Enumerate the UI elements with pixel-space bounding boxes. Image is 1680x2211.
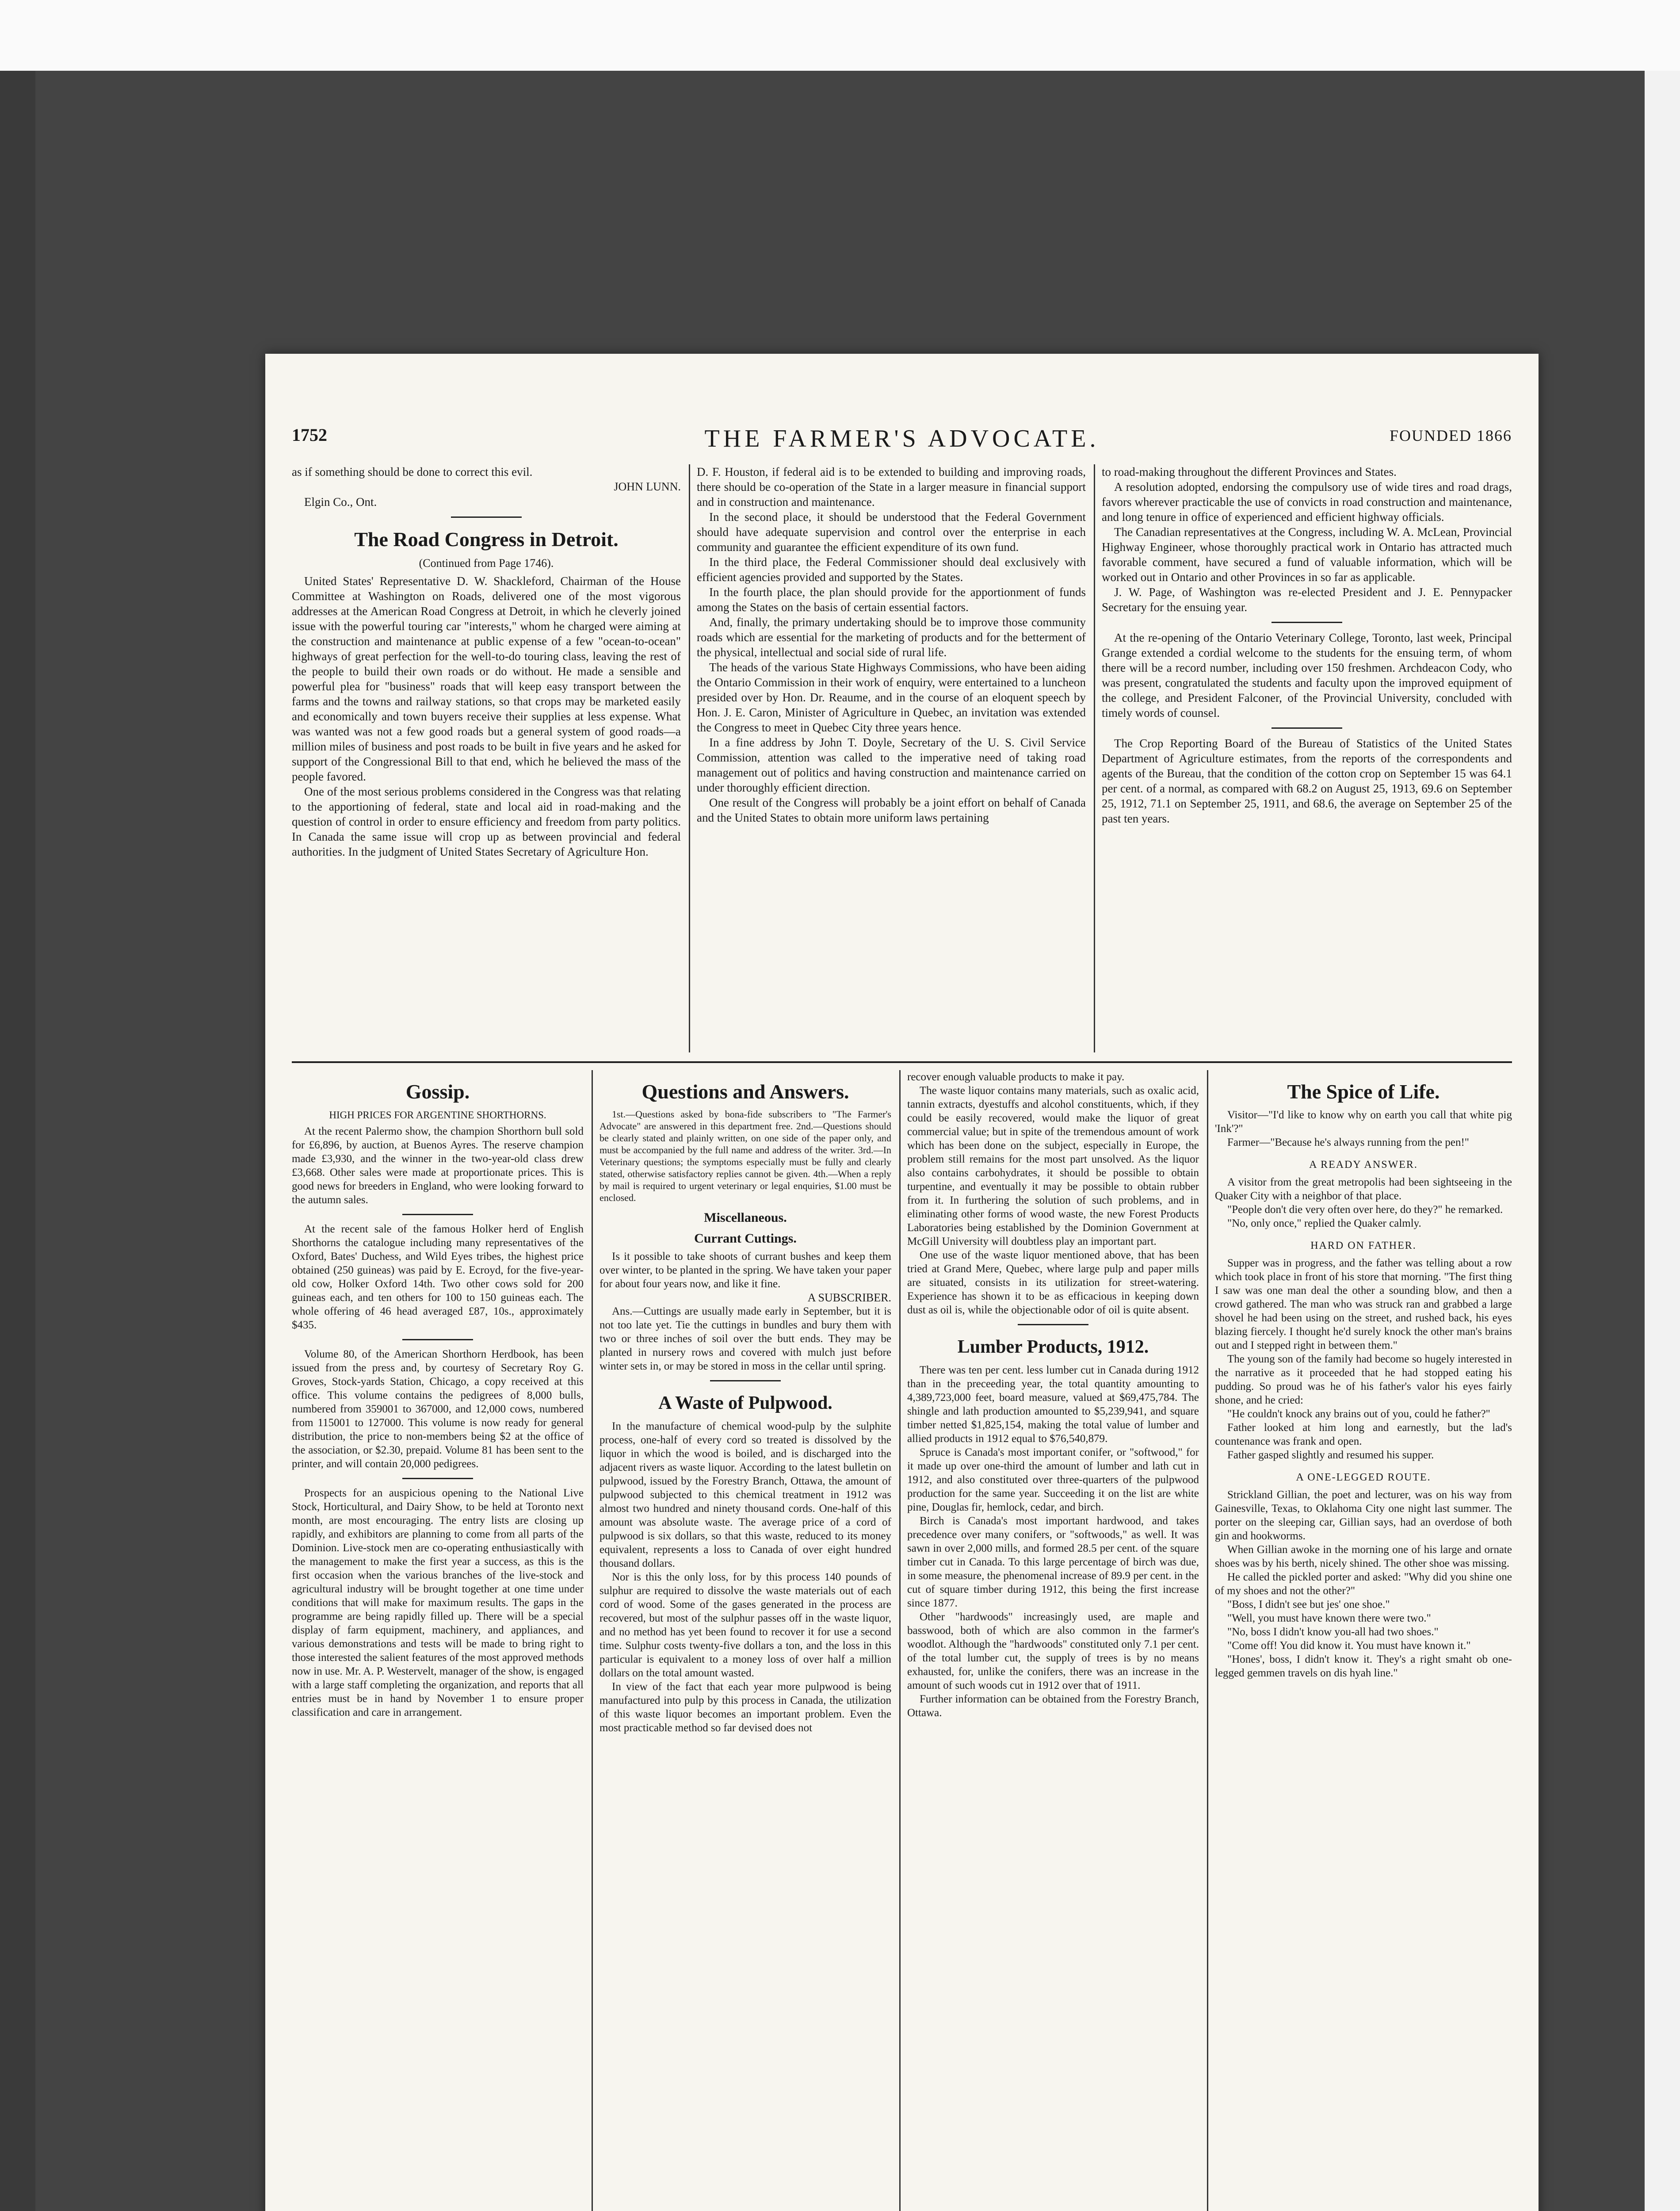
top-column-right: [1102, 464, 1512, 826]
paragraph: Strickland Gillian, the poet and lecturer, was on his way from Gainesville, Texas, to Oklahoma City one night last summer. The porter on the sleeping car, Gillian says, had an overdose of both gin and hookworms.: [1215, 1489, 1512, 1542]
misc-title: Miscellaneous.: [704, 1210, 787, 1225]
section-title-spice: The Spice of Life.: [1287, 1080, 1440, 1103]
paragraph: One use of the waste liquor mentioned above, that has been tried at Grand Mere, Quebec, where large pulp and paper mills are situated, consists in its utilization for street-watering. Experience has shown it to be as efficacious in keeping down dust as oil is, while the objectionable odor of oil is quite absent.: [907, 1249, 1199, 1316]
paragraph: Supper was in progress, and the father was telling about a row which took place in front of his store that morning. "The first thing I saw was one man deal the other a sounding blow, and then a crowd gathered. The man who was struck ran and grabbed a large shovel he had been using on the street, and rushed back, his eyes blazing fiercely. I thought he'd surely knock the other man's brains out and I stepped right in between them.": [1215, 1257, 1512, 1351]
letter-place: Elgin Co., Ont.: [304, 495, 377, 509]
paragraph: In the fourth place, the plan should provide for the apportionment of funds among the States on the basis of certain essential factors.: [697, 585, 1086, 614]
paragraph: One of the most serious problems considered in the Congress was that relating to the apportioning of federal, state and local aid in road-making and the question of control in order to ensure efficiency and freedom from party politics. In Canada the same issue will crop up as between provincial and federal authorities. In the judgment of United States Secretary of Agriculture Hon.: [292, 785, 681, 858]
paragraph: "Come off! You did know it. You must have known it.": [1227, 1640, 1471, 1652]
paragraph: recover enough valuable products to make it pay.: [907, 1071, 1125, 1083]
spice-column: [1215, 1070, 1512, 1680]
cuttings-title: Currant Cuttings.: [694, 1231, 797, 1246]
paragraph: At the re-opening of the Ontario Veterinary College, Toronto, last week, Principal Grange extended a cordial welcome to the students for the ensuing term, of whom there will be a record number, including over 150 freshmen. Archdeacon Cody, who was present, congratulated the students and faculty upon the improved equipment of the college, and President Falconer, of the Provincial University, concluded with timely words of counsel.: [1102, 631, 1512, 719]
article-title-pulpwood: A Waste of Pulpwood.: [658, 1393, 832, 1413]
divider: [710, 1380, 781, 1381]
paragraph: United States' Representative D. W. Shackleford, Chairman of the House Committee at Washington on Roads, delivered one of the most vigorous addresses at the American Road Congress at Detroit, in which he cleverly joined issue with the powerful touring car "interests," whom he charged were aiming at the construction and maintenance at public expense of a few "ocean-to-ocean" highways of great perfection for the well-to-do touring class, leaving the rest of the people to build their own roads or do without. He made a sensible and powerful plea for "business" roads that will keep easy transport between the farms and the towns and railway stations, so that crops may be marketed easily and economically and town buyers receive their supplies at less expense. What was wanted was not a few good roads but a general system of good roads—a million miles of business and post roads to be built in five years and he asked for support of the Congressional Bill to that end, which he believed the mass of the people favored.: [292, 574, 681, 783]
paragraph: In the third place, the Federal Commissioner should deal exclusively with efficient agencies provided and supported by the States.: [697, 555, 1086, 584]
divider: [1271, 622, 1342, 623]
column-rule: [592, 1070, 593, 2211]
paragraph: "He couldn't knock any brains out of you, could he father?": [1227, 1408, 1490, 1420]
paragraph: A visitor from the great metropolis had been sightseeing in the Quaker City with a neighbor of that place.: [1215, 1176, 1512, 1202]
divider: [451, 516, 522, 518]
subhead: HARD ON FATHER.: [1310, 1240, 1417, 1251]
paragraph: Father looked at him long and earnestly, but the lad's countenance was frank and open.: [1215, 1422, 1512, 1447]
paragraph: to road-making throughout the different Provinces and States.: [1102, 465, 1397, 478]
column-rule: [899, 1070, 901, 2211]
qa-rules: 1st.—Questions asked by bona-fide subscribers to "The Farmer's Advocate" are answered in this department free. 2nd.—Questions should be clearly stated and plainly written, on one side of the paper only, and must be accompanied by the full name and address of the writer. 3rd.—In Veterinary questions; the symptoms especially must be fully and clearly stated, otherwise satisfactory replies cannot be given. 4th.—When a reply by mail is required to urgent veterinary or legal enquiries, $1.00 must be enclosed.: [599, 1109, 891, 1203]
paragraph: The waste liquor contains many materials, such as oxalic acid, tannin extracts, dyestuffs and alcohol constituents, which, if they could be easily recovered, would make the liquor of great commercial value; but in spite of the tremendous amount of work which has been done on the subject, especially in Europe, the problem still remains for the most part unsolved. As the liquor also contains carbohydrates, it should be possible to obtain turpentine, and eventually it may be possible to obtain rubber from it. In furthering the solution of such problems, and in eliminating other forms of wood waste, the new Forest Products Laboratories being established by the Dominion Government at McGill University will doubtless play an important part.: [907, 1085, 1199, 1247]
scan-border-right: [1645, 71, 1680, 2211]
subhead: A READY ANSWER.: [1309, 1159, 1418, 1171]
subhead: A ONE-LEGGED ROUTE.: [1296, 1472, 1431, 1483]
paragraph: "Hones', boss, I didn't know it. They's a right smaht ob one-legged gemmen travels on dis hyah line.": [1215, 1653, 1512, 1679]
paragraph: In a fine address by John T. Doyle, Secretary of the U. S. Civil Service Commission, attention was called to the imperative need of taking road management out of politics and having construction and maintenance carried on under thoroughly efficient direction.: [697, 736, 1086, 794]
paragraph: The Crop Reporting Board of the Bureau of Statistics of the United States Department of Agriculture estimates, from the reports of the correspondents and agents of the Bureau, that the condition of the cotton crop on September 15 was 64.1 per cent. of a normal, as compared with 68.2 on August 25, 1913, 69.6 on September 25, 1912, 71.1 on September 25, 1911, and 68.6, the average on September 25 of the past ten years.: [1102, 737, 1512, 825]
continued-note: (Continued from Page 1746).: [419, 557, 554, 570]
gossip-column: [292, 1070, 584, 1719]
paragraph: "Boss, I didn't see but jes' one shoe.": [1227, 1599, 1390, 1610]
paragraph: He called the pickled porter and asked: "Why did you shine one of my shoes and not the other?": [1215, 1571, 1512, 1597]
paragraph: Volume 80, of the American Shorthorn Herdbook, has been issued from the press and, by courtesy of Secretary Roy G. Groves, Stock-yards Station, Chicago, a copy received at this office. This volume contains the pedigrees of 8,000 bulls, numbered from 359001 to 367000, and 12,000 cows, numbered from 115001 to 127000. This volume is now ready for general distribution, the price to non-members being $2 at the office of the association, or $2.30, prepaid. Volume 81 has been sent to the printer, and will contain 20,000 pedigrees.: [292, 1348, 584, 1470]
top-column-middle: [697, 464, 1086, 825]
question: Is it possible to take shoots of currant bushes and keep them over winter, to be planted in the spring. We have taken your paper for about four years now, and like it fine.: [599, 1251, 891, 1290]
founded-label: FOUNDED 1866: [1389, 427, 1512, 444]
masthead: THE FARMER'S ADVOCATE.: [704, 425, 1100, 452]
paragraph: The young son of the family had become so hugely interested in the narrative as it proceeded that he had stopped eating his pudding. So proud was he of his father's valor his eyes fairly shone, and he cried:: [1215, 1353, 1512, 1406]
paragraph: Visitor—"I'd like to know why on earth you call that white pig 'Ink'?": [1215, 1109, 1512, 1135]
qa-column: [599, 1070, 891, 1735]
paragraph: In the second place, it should be understood that the Federal Government should have adequate supervision and control over the enterprise in each community and guarantee the efficient expenditure of its own fund.: [697, 510, 1086, 554]
paragraph: And, finally, the primary undertaking should be to improve those community roads which are essential for the marketing of products and for the betterment of the physical, intellectual and social side of rural life.: [697, 616, 1086, 659]
paragraph: In the manufacture of chemical wood-pulp by the sulphite process, one-half of every cord so treated is dissolved by the liquor in which the wood is boiled, and is discharged into the adjacent rivers as waste liquor. According to the latest bulletin on pulpwood, issued by the Forestry Branch, Ottawa, the amount of pulpwood subjected to this chemical treatment in 1912 was almost two hundred and ninety thousand cords. One-half of this amount was absolute waste. The average price of a cord of pulpwood is six dollars, so that this waste, reduced to its money equivalent, represents a loss to Canada of over eight hundred thousand dollars.: [599, 1420, 891, 1569]
paragraph: Prospects for an auspicious opening to the National Live Stock, Horticultural, and Dairy Show, to be held at Toronto next month, are most encouraging. The entry lists are closing up rapidly, and exhibitors are planning to come from all parts of the Dominion. Live-stock men are co-operating enthusiastically with the management to make the first year a success, as this is the first occasion when the various branches of the live-stock and agricultural industry will be brought together at one time under conditions that will make for maximum results. The gaps in the programme are being rapidly filled up. There will be a special display of farm equipment, machinery, and appliances, and various demonstrations and tests will be made to bring right to those interested the salient features of the most approved methods now in use. Mr. A. P. Westervelt, manager of the show, is engaged with a large staff completing the organization, and reports that all entries must be in hand by November 1 to ensure proper classification and care in arrangement.: [292, 1487, 584, 1718]
page-number: 1752: [292, 425, 327, 445]
paragraph: At the recent Palermo show, the champion Shorthorn bull sold for £6,896, by auction, at Buenos Ayres. The reserve champion made £3,930, and the winner in the two-year-old class drew £3,668. Other sales were made at proportionate prices. This is good news for breeders in England, who were looking forward to the autumn sales.: [292, 1125, 584, 1206]
page-header: [292, 425, 1512, 455]
top-column-left: [292, 464, 681, 859]
paragraph: The Canadian representatives at the Congress, including W. A. McLean, Provincial Highway Engineer, whose thoroughly practical work in Ontario has attracted much favorable comment, have secured a fund of valuable information, which will be worked out in Ontario and other Provinces in so far as applicable.: [1102, 525, 1512, 584]
paragraph: When Gillian awoke in the morning one of his large and ornate shoes was by his berth, nicely shined. The other shoe was missing.: [1215, 1544, 1512, 1569]
divider: [1018, 1324, 1088, 1325]
paragraph: A resolution adopted, endorsing the compulsory use of wide tires and road drags, favors wherever practicable the use of convicts in road construction and maintenance, and long tenure in office of experienced and efficient highway officials.: [1102, 480, 1512, 524]
paragraph: In view of the fact that each year more pulpwood is being manufactured into pulp by this process in Canada, the utilization of this waste liquor becomes an important problem. Even the most practicable method so far devised does not: [599, 1681, 891, 1734]
divider: [402, 1339, 473, 1340]
paragraph: "No, only once," replied the Quaker calmly.: [1227, 1217, 1421, 1229]
column-rule: [1094, 464, 1095, 1052]
section-title-qa: Questions and Answers.: [641, 1080, 849, 1103]
paragraph: "No, boss I didn't know you-all had two shoes.": [1227, 1626, 1439, 1638]
paragraph: Other "hardwoods" increasingly used, are maple and basswood, both of which are also common in the farmer's woodlot. Although the "hardwoods" constituted only 7.1 per cent. of the total lumber cut, the supply of trees is by no means exhausted, for, unlike the conifers, there was an increase in the amount of such woods cut in 1912 over that of 1911.: [907, 1611, 1199, 1691]
paragraph: One result of the Congress will probably be a joint effort on behalf of Canada and the United States to obtain more uniform laws pertaining: [697, 796, 1086, 824]
divider: [1271, 727, 1342, 729]
letter-signature: JOHN LUNN.: [614, 480, 681, 493]
paragraph: "Well, you must have known there were two.": [1227, 1612, 1431, 1624]
article-title-lumber: Lumber Products, 1912.: [957, 1337, 1149, 1357]
paragraph: Father gasped slightly and resumed his supper.: [1227, 1449, 1434, 1461]
paragraph: At the recent sale of the famous Holker herd of English Shorthorns the catalogue including many representatives of the Oxford, Bates' Duchess, and Wild Eyes tribes, the highest price obtained (250 guineas) was paid by E. Ecroyd, for the five-year-old cow, Holker Oxford 14th. Two other cows sold for 200 guineas each, and ten others for 100 to 150 guineas each. The whole offering of 46 head averaged £87, 10s., approximately $435.: [292, 1223, 584, 1331]
paragraph: Spruce is Canada's most important conifer, or "softwood," for it made up over one-third the amount of lumber and lath cut in 1912, and also constituted over three-quarters of the pulpwood production for the same year. Succeeding it on the list are white pine, Douglas fir, hemlock, cedar, and birch.: [907, 1446, 1199, 1513]
paragraph: Birch is Canada's most important hardwood, and takes precedence over many conifers, or "softwoods," as well. It was sawn in over 2,000 mills, and formed 28.5 per cent. of the square timber cut in Canada. To this large percentage of birch was due, in some measure, the phenomenal increase of 89.9 per cent. in the cut of square timber during 1912, this being the first increase since 1877.: [907, 1515, 1199, 1609]
paragraph: "People don't die very often over here, do they?" he remarked.: [1227, 1204, 1503, 1216]
answer: Ans.—Cuttings are usually made early in September, but it is not too late yet. Tie the cuttings in bundles and bury them with two or three inches of soil over the butt ends. They may be planted in nursery rows and covered with mulch just before winter sets in, or may be stored in moss in the cellar until spring.: [599, 1305, 891, 1372]
paragraph: Further information can be obtained from the Forestry Branch, Ottawa.: [907, 1693, 1199, 1719]
article-title-road-congress: The Road Congress in Detroit.: [354, 528, 619, 551]
question-signature: A SUBSCRIBER.: [807, 1291, 891, 1304]
gossip-subhead: HIGH PRICES FOR ARGENTINE SHORTHORNS.: [329, 1109, 546, 1121]
lumber-column: [907, 1070, 1199, 1720]
divider: [402, 1214, 473, 1215]
paragraph: Nor is this the only loss, for by this process 140 pounds of sulphur are required to dissolve the waste materials out of each cord of wood. Some of the gases generated in the process are recovered, but most of the sulphur passes off in the waste liquor, and no method has yet been found to recover it for use a second time. Sulphur costs twenty-five dollars a ton, and the loss in this particular is equivalent to a money loss of over half a million dollars on the total amount wasted.: [599, 1571, 891, 1679]
section-rule: [292, 1061, 1512, 1063]
column-rule: [1207, 1070, 1208, 2211]
paragraph: D. F. Houston, if federal aid is to be extended to building and improving roads, there should be co-operation of the State in a larger measure in financial support and in construction and maintenance.: [697, 465, 1086, 509]
column-rule: [689, 464, 690, 1052]
letter-tail: as if something should be done to correct this evil.: [292, 465, 533, 478]
scan-border-top: [0, 0, 1680, 71]
paragraph: Farmer—"Because he's always running from the pen!": [1227, 1136, 1469, 1148]
divider: [402, 1478, 473, 1479]
paragraph: There was ten per cent. less lumber cut in Canada during 1912 than in the preceeding year, the total quantity amounting to 4,389,723,000 feet, board measure, valued at $69,475,784. The shingle and lath production amounted to $5,239,941, and square timber netted $1,825,154, making the total value of lumber and allied products in 1912 equal to $76,540,879.: [907, 1364, 1199, 1445]
section-title-gossip: Gossip.: [405, 1080, 470, 1103]
newspaper-page: [265, 354, 1539, 2211]
paragraph: The heads of the various State Highways Commissions, who have been aiding the Ontario Commission in their work of enquiry, were entertained to a luncheon presided over by Hon. Dr. Reaume, and in the course of an eloquent speech by Hon. J. E. Caron, Minister of Agriculture in Quebec, an invitation was extended the Congress to meet in Quebec City three years hence.: [697, 661, 1086, 734]
paragraph: J. W. Page, of Washington was re-elected President and J. E. Pennypacker Secretary for the ensuing year.: [1102, 585, 1512, 614]
